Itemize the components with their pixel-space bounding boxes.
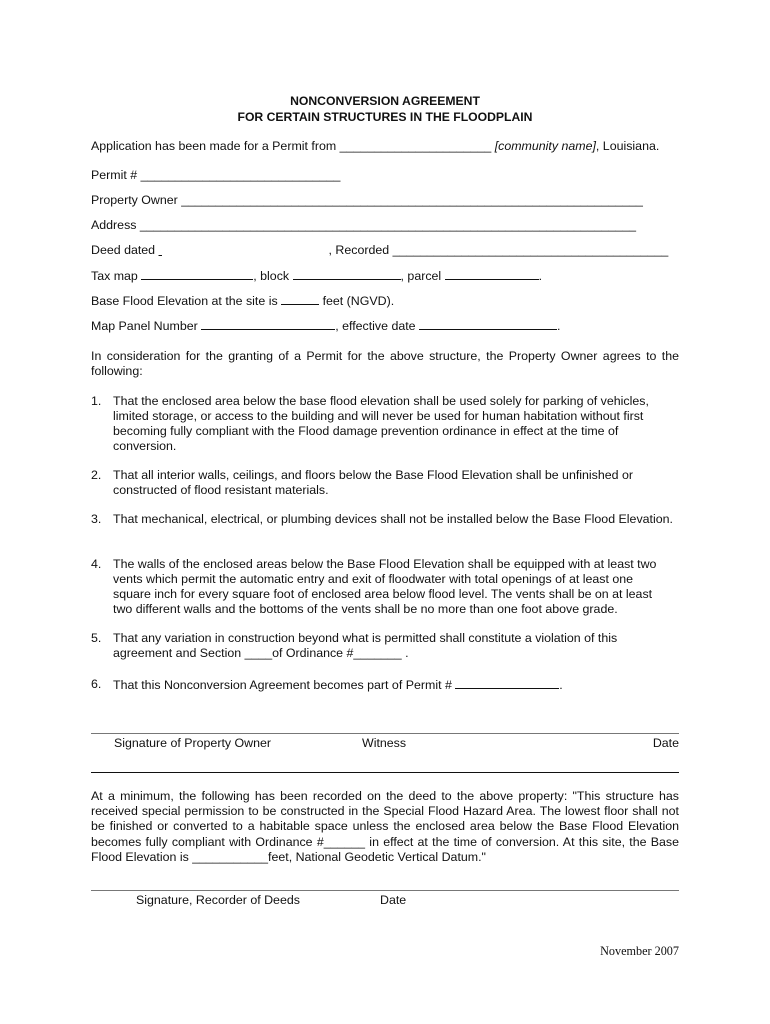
item-text: That any variation in construction beyond what is permitted shall constitute a violation of this agreement and Section ____of Ordinance #_______ . bbox=[113, 631, 618, 660]
item-text bbox=[113, 677, 673, 693]
section-divider bbox=[91, 772, 679, 773]
effective-end: . bbox=[557, 319, 561, 333]
deed-dated-label: Deed dated bbox=[91, 243, 156, 257]
recorder-signature-rule bbox=[91, 890, 679, 891]
community-name: [community name] bbox=[494, 139, 596, 153]
recorder-date-label: Date bbox=[380, 893, 407, 907]
effective-date-blank bbox=[419, 318, 557, 330]
tax-map-blank bbox=[141, 268, 253, 280]
consideration-paragraph: In consideration for the granting of a Permit for the above structure, the Property Owner agrees to the following: bbox=[91, 349, 679, 378]
address-line: Address ________________________________________________________________________ bbox=[91, 218, 637, 232]
deed-line bbox=[91, 243, 668, 257]
map-panel-line bbox=[91, 318, 560, 333]
property-owner-line: Property Owner ___________________________________________________________________ bbox=[91, 193, 643, 207]
item-text: That the enclosed area below the base flood elevation shall be used solely for parking of vehicles, limited storage, or access to the building and will never be used for human habitation without first becoming fully compliant with the Flood damage prevention ordinance in effect at the time of conversion. bbox=[113, 394, 649, 453]
parcel-end: . bbox=[538, 269, 543, 283]
recorder-signature-label: Signature, Recorder of Deeds bbox=[136, 893, 300, 907]
application-suffix: , Louisiana. bbox=[595, 139, 660, 153]
deed-dated-blank bbox=[159, 243, 329, 257]
item-text: That all interior walls, ceilings, and floors below the Base Flood Elevation shall be unfinished or constructed of flood resistant materials. bbox=[113, 468, 634, 497]
effective-label: , effective date bbox=[335, 319, 416, 333]
item-number: 5. bbox=[91, 631, 102, 645]
bfe-line bbox=[91, 293, 394, 308]
application-prefix: Application has been made for a Permit from ______________________ bbox=[91, 139, 492, 153]
permit-number-blank bbox=[455, 677, 559, 689]
parcel-blank bbox=[445, 268, 539, 280]
item-text: The walls of the enclosed areas below the Base Flood Elevation shall be equipped with at least two vents which permit the automatic entry and exit of floodwater with total openings of at least one square inch for every square foot of enclosed area below flood level. The vents shall be on at least two different walls and the bottoms of the vents shall be no more than one foot above grade. bbox=[113, 557, 657, 616]
recorded-line: , Recorded ________________________________________ bbox=[328, 243, 669, 257]
application-line bbox=[91, 139, 659, 153]
item-number: 4. bbox=[91, 557, 102, 571]
item-number: 1. bbox=[91, 394, 102, 408]
title-line-2: FOR CERTAIN STRUCTURES IN THE FLOODPLAIN bbox=[237, 110, 533, 124]
witness-label: Witness bbox=[362, 736, 407, 750]
tax-map-line bbox=[91, 268, 542, 283]
block-label: , block bbox=[253, 269, 290, 283]
permit-line: Permit # _____________________________ bbox=[91, 168, 341, 182]
footer-date: November 2007 bbox=[600, 944, 679, 958]
signature-date-label: Date bbox=[652, 736, 679, 750]
block-blank bbox=[293, 268, 401, 280]
item-number: 2. bbox=[91, 468, 102, 482]
bfe-suffix: feet (NGVD). bbox=[322, 294, 395, 308]
item-number: 3. bbox=[91, 512, 102, 526]
title-line-1: NONCONVERSION AGREEMENT bbox=[290, 94, 480, 108]
item-6-prefix: That this Nonconversion Agreement becomes part of Permit # bbox=[113, 678, 452, 692]
bfe-label: Base Flood Elevation at the site is bbox=[91, 294, 278, 308]
item-6-end: . bbox=[559, 678, 563, 692]
map-panel-label: Map Panel Number bbox=[91, 319, 198, 333]
owner-signature-label: Signature of Property Owner bbox=[114, 736, 272, 750]
owner-signature-rule bbox=[91, 733, 679, 734]
bfe-blank bbox=[281, 293, 319, 305]
map-panel-blank bbox=[201, 318, 335, 330]
parcel-label: , parcel bbox=[400, 269, 442, 283]
recording-paragraph: At a minimum, the following has been recorded on the deed to the above property: "This structure has received special permission to be constructed in the Special Flood Hazard Area. The lowest floor shall not be finished or converted to a habitable space unless the enclosed area below the Base Flood Elevation becomes fully compliant with Ordinance #______ in effect at the time of conversion. At this site, the Base Flood Elevation is ___________feet, National Geodetic Vertical Datum." bbox=[91, 789, 679, 864]
item-text: That mechanical, electrical, or plumbing devices shall not be installed below the Base Flood Elevation. bbox=[113, 512, 673, 526]
item-number: 6. bbox=[91, 677, 102, 691]
tax-map-label: Tax map bbox=[91, 269, 138, 283]
